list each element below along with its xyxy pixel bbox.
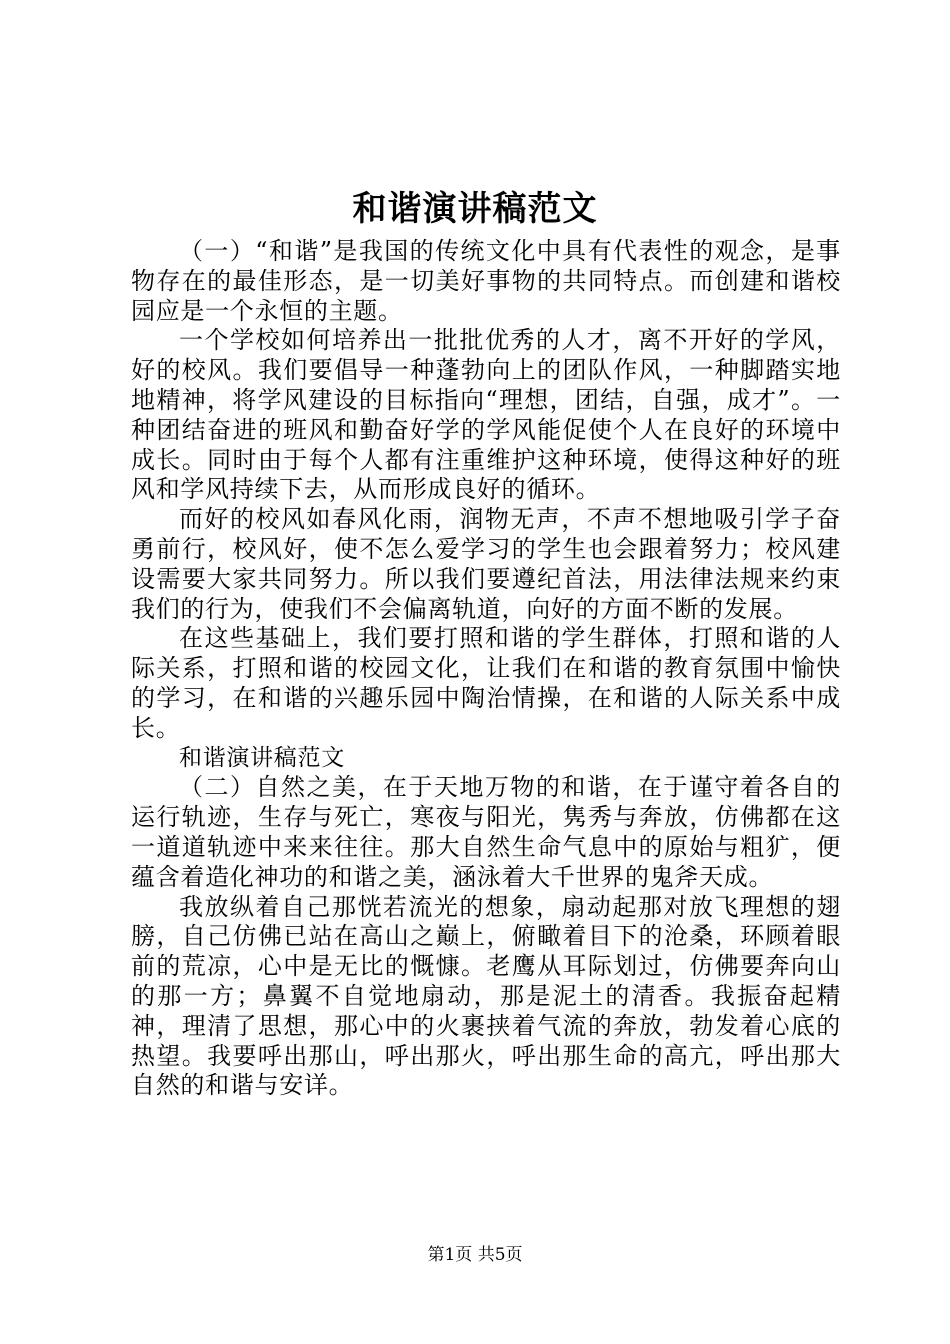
paragraph-2: 一个学校如何培养出一批批优秀的人才，离不开好的学风，好的校风。我们要倡导一种蓬勃向上的团队作风，一种脚踏实地地精神，将学风建设的目标指向“理想，团结，自强，成才”。一种团结奋进的班风和勤奋好学的学风能促使个人在良好的环境中成长。同时由于每个人都有注重维护这种环境，使得这种好的班风和学风持续下去，从而形成良好的循环。	[131, 326, 841, 504]
paragraph-3: 而好的校风如春风化雨，润物无声，不声不想地吸引学子奋勇前行，校风好，使不怎么爱学习的学生也会跟着努力；校风建设需要大家共同努力。所以我们要遵纪首法，用法律法规来约束我们的行为，使我们不会偏离轨道，向好的方面不断的发展。	[131, 505, 841, 623]
paragraph-4: 在这些基础上，我们要打照和谐的学生群体，打照和谐的人际关系，打照和谐的校园文化，让我们在和谐的教育氛围中愉快的学习，在和谐的兴趣乐园中陶治情操，在和谐的人际关系中成长。	[131, 624, 841, 742]
page-footer: 第1页 共5页	[427, 1245, 523, 1265]
document-body	[131, 237, 841, 1101]
paragraph-5: （二）自然之美，在于天地万物的和谐，在于谨守着各自的运行轨迹，生存与死亡，寒夜与阳光，隽秀与奔放，仿佛都在这一道道轨迹中来来往往。那大自然生命气息中的原始与粗犷，便蕴含着造化神功的和谐之美，涵泳着大千世界的鬼斧天成。	[131, 773, 841, 891]
document-title: 和谐演讲稿范文	[352, 189, 598, 229]
paragraph-6: 我放纵着自己那恍若流光的想象，扇动起那对放飞理想的翅膀，自己仿佛已站在高山之巅上，俯瞰着目下的沧桑，环顾着眼前的荒凉，心中是无比的慨慷。老鹰从耳际划过，仿佛要奔向山的那一方；鼻翼不自觉地扇动，那是泥土的清香。我振奋起精神，理清了思想，那心中的火裹挟着气流的奔放，勃发着心底的热望。我要呼出那山，呼出那火，呼出那生命的高亢，呼出那大自然的和谐与安详。	[131, 892, 841, 1100]
paragraph-1: （一）“和谐”是我国的传统文化中具有代表性的观念，是事物存在的最佳形态，是一切美好事物的共同特点。而创建和谐校园应是一个永恒的主题。	[131, 237, 841, 325]
section-heading: 和谐演讲稿范文	[179, 744, 345, 771]
